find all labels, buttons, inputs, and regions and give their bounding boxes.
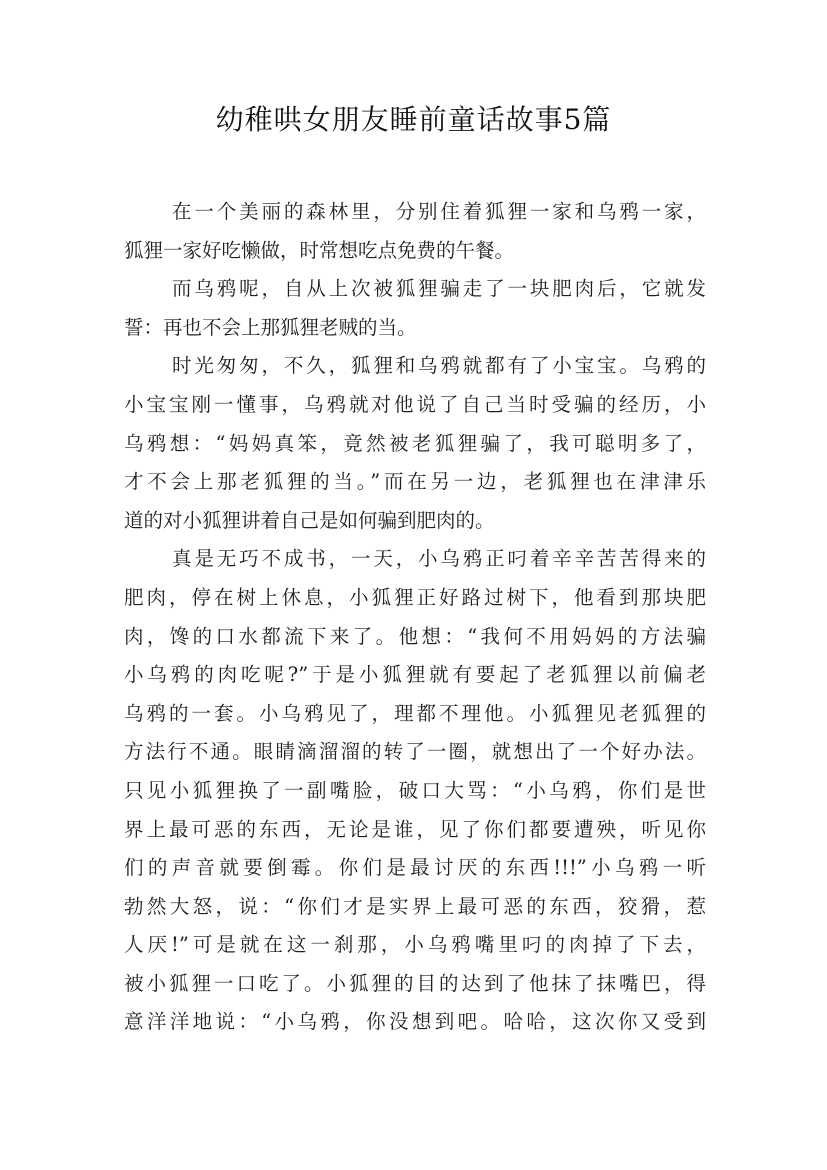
text-line: 誓：再也不会上那狐狸老贼的当。 <box>124 315 417 339</box>
text-line: 在一个美丽的森林里，分别住着狐狸一家和乌鸦一家， <box>172 200 706 223</box>
text-line: 小乌鸦的肉吃呢?”于是小狐狸就有要起了老狐狸以前偏老 <box>124 663 706 687</box>
document-body <box>124 193 706 1042</box>
text-line: 道的对小狐狸讲着自己是如何骗到肥肉的。 <box>124 508 495 532</box>
text-line: 方法行不通。眼睛滴溜溜的转了一圈，就想出了一个好办法。 <box>124 740 706 764</box>
document-title: 幼稚哄女朋友睡前童话故事5篇 <box>215 103 612 136</box>
text-line: 乌鸦的一套。小乌鸦见了，理都不理他。小狐狸见老狐狸的 <box>124 701 706 725</box>
text-line: 时光匆匆，不久，狐狸和乌鸦就都有了小宝宝。乌鸦的 <box>172 354 706 378</box>
text-line: 勃然大怒，说：“你们才是实界上最可恶的东西，狡猾，惹 <box>124 894 706 918</box>
text-line: 们的声音就要倒霉。你们是最讨厌的东西!!!”小乌鸦一听 <box>124 856 706 880</box>
text-line: 只见小狐狸换了一副嘴脸，破口大骂：“小乌鸦，你们是世 <box>124 778 706 802</box>
text-line: 乌鸦想：“妈妈真笨，竟然被老狐狸骗了，我可聪明多了， <box>124 431 706 455</box>
text-line: 意洋洋地说：“小乌鸦，你没想到吧。哈哈，这次你又受到 <box>124 1010 706 1034</box>
text-line: 界上最可恶的东西，无论是谁，见了你们都要遭殃，听见你 <box>124 817 706 841</box>
text-line: 人厌!”可是就在这一刹那，小乌鸦嘴里叼的肉掉了下去， <box>124 933 706 957</box>
text-line: 真是无巧不成书，一天，小乌鸦正叼着辛辛苦苦得来的 <box>172 547 706 571</box>
text-line: 小宝宝刚一懂事，乌鸦就对他说了自己当时受骗的经历，小 <box>124 392 706 416</box>
text-line: 而乌鸦呢，自从上次被狐狸骗走了一块肥肉后，它就发 <box>172 277 706 301</box>
text-line: 狐狸一家好吃懒做，时常想吃点免费的午餐。 <box>124 238 515 262</box>
text-line: 才不会上那老狐狸的当。”而在另一边，老狐狸也在津津乐 <box>124 470 706 494</box>
text-line: 肥肉，停在树上休息，小狐狸正好路过树下，他看到那块肥 <box>124 585 706 609</box>
text-line: 肉，馋的口水都流下来了。他想：“我何不用妈妈的方法骗 <box>124 624 706 648</box>
text-line: 被小狐狸一口吃了。小狐狸的目的达到了他抹了抹嘴巴，得 <box>124 971 706 995</box>
